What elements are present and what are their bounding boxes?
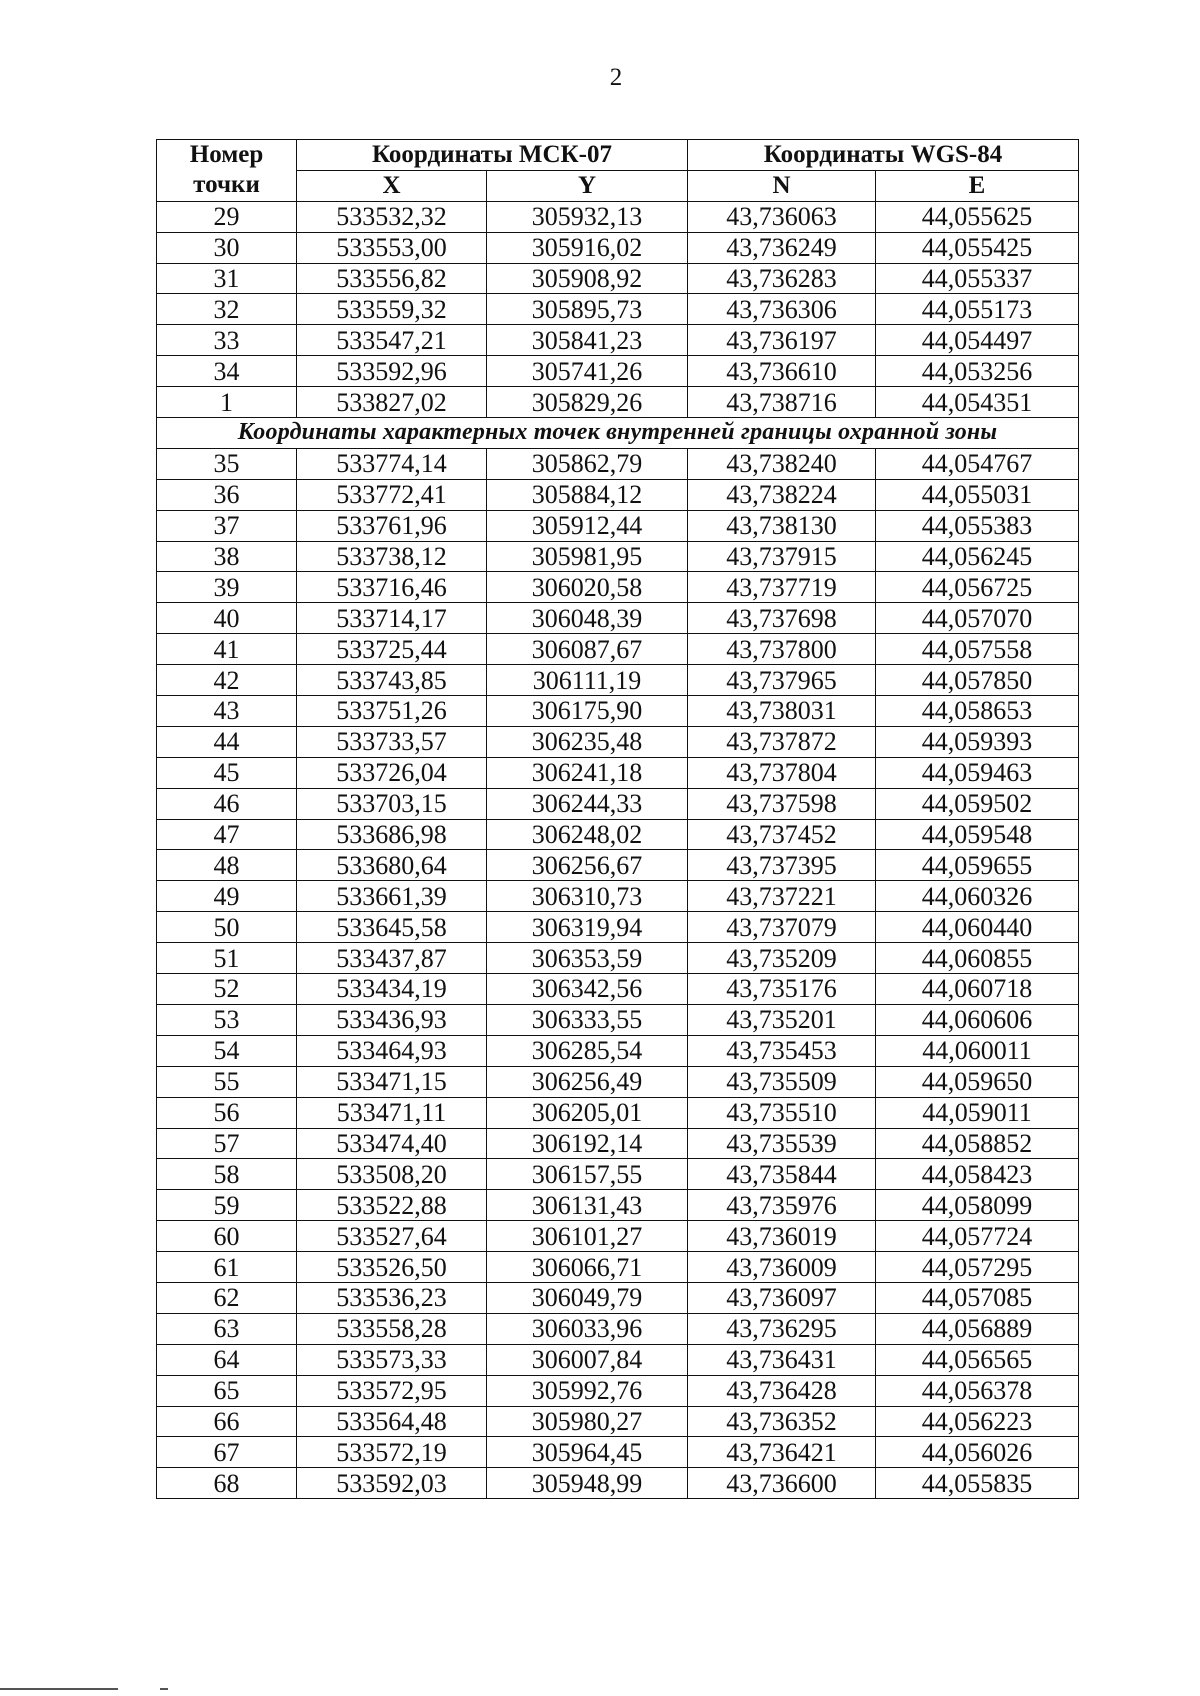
cell-point-number: 58 bbox=[157, 1159, 297, 1190]
cell-point-number: 68 bbox=[157, 1468, 297, 1499]
cell-n: 43,737804 bbox=[688, 757, 876, 788]
cell-e: 44,056026 bbox=[876, 1437, 1079, 1468]
table-row bbox=[157, 201, 1079, 232]
cell-n: 43,736431 bbox=[688, 1344, 876, 1375]
table-row bbox=[157, 819, 1079, 850]
cell-n: 43,738031 bbox=[688, 696, 876, 727]
cell-e: 44,060011 bbox=[876, 1035, 1079, 1066]
cell-y: 306033,96 bbox=[487, 1313, 688, 1344]
cell-x: 533573,33 bbox=[297, 1344, 487, 1375]
cell-point-number: 37 bbox=[157, 510, 297, 541]
cell-y: 305980,27 bbox=[487, 1406, 688, 1437]
cell-e: 44,060440 bbox=[876, 912, 1079, 943]
cell-n: 43,736610 bbox=[688, 356, 876, 387]
cell-x: 533508,20 bbox=[297, 1159, 487, 1190]
cell-e: 44,059548 bbox=[876, 819, 1079, 850]
cell-y: 306066,71 bbox=[487, 1252, 688, 1283]
cell-point-number: 29 bbox=[157, 201, 297, 232]
cell-e: 44,054767 bbox=[876, 448, 1079, 479]
cell-point-number: 44 bbox=[157, 726, 297, 757]
cell-point-number: 41 bbox=[157, 634, 297, 665]
cell-n: 43,736283 bbox=[688, 263, 876, 294]
cell-n: 43,736306 bbox=[688, 294, 876, 325]
cell-e: 44,056725 bbox=[876, 572, 1079, 603]
cell-point-number: 48 bbox=[157, 850, 297, 881]
cell-point-number: 31 bbox=[157, 263, 297, 294]
table-row bbox=[157, 1437, 1079, 1468]
cell-e: 44,056245 bbox=[876, 541, 1079, 572]
cell-x: 533661,39 bbox=[297, 881, 487, 912]
cell-x: 533743,85 bbox=[297, 665, 487, 696]
table-row bbox=[157, 850, 1079, 881]
table-row bbox=[157, 1159, 1079, 1190]
cell-point-number: 40 bbox=[157, 603, 297, 634]
table-row bbox=[157, 1190, 1079, 1221]
cell-y: 305916,02 bbox=[487, 232, 688, 263]
cell-x: 533536,23 bbox=[297, 1282, 487, 1313]
cell-x: 533474,40 bbox=[297, 1128, 487, 1159]
cell-e: 44,055031 bbox=[876, 479, 1079, 510]
cell-x: 533471,15 bbox=[297, 1066, 487, 1097]
cell-e: 44,059650 bbox=[876, 1066, 1079, 1097]
cell-e: 44,053256 bbox=[876, 356, 1079, 387]
cell-x: 533725,44 bbox=[297, 634, 487, 665]
cell-x: 533522,88 bbox=[297, 1190, 487, 1221]
cell-x: 533827,02 bbox=[297, 387, 487, 418]
cell-e: 44,054497 bbox=[876, 325, 1079, 356]
cell-e: 44,058099 bbox=[876, 1190, 1079, 1221]
cell-n: 43,735539 bbox=[688, 1128, 876, 1159]
scan-edge-marks bbox=[0, 1676, 1200, 1696]
cell-n: 43,736600 bbox=[688, 1468, 876, 1499]
header-wgs84-coordinates: Координаты WGS-84 bbox=[688, 140, 1079, 171]
cell-x: 533680,64 bbox=[297, 850, 487, 881]
cell-x: 533559,32 bbox=[297, 294, 487, 325]
table-row bbox=[157, 603, 1079, 634]
cell-n: 43,737872 bbox=[688, 726, 876, 757]
cell-x: 533686,98 bbox=[297, 819, 487, 850]
cell-point-number: 63 bbox=[157, 1313, 297, 1344]
table-row bbox=[157, 1468, 1079, 1499]
cell-point-number: 35 bbox=[157, 448, 297, 479]
cell-n: 43,737221 bbox=[688, 881, 876, 912]
cell-x: 533464,93 bbox=[297, 1035, 487, 1066]
cell-e: 44,056223 bbox=[876, 1406, 1079, 1437]
cell-y: 306048,39 bbox=[487, 603, 688, 634]
table-row bbox=[157, 1097, 1079, 1128]
cell-x: 533564,48 bbox=[297, 1406, 487, 1437]
cell-x: 533716,46 bbox=[297, 572, 487, 603]
table-row bbox=[157, 1221, 1079, 1252]
cell-y: 306087,67 bbox=[487, 634, 688, 665]
cell-x: 533774,14 bbox=[297, 448, 487, 479]
cell-point-number: 57 bbox=[157, 1128, 297, 1159]
cell-x: 533751,26 bbox=[297, 696, 487, 727]
header-e: E bbox=[876, 170, 1079, 201]
table-row bbox=[157, 943, 1079, 974]
cell-point-number: 32 bbox=[157, 294, 297, 325]
cell-y: 306244,33 bbox=[487, 788, 688, 819]
cell-n: 43,735510 bbox=[688, 1097, 876, 1128]
cell-n: 43,737800 bbox=[688, 634, 876, 665]
cell-point-number: 47 bbox=[157, 819, 297, 850]
cell-e: 44,056378 bbox=[876, 1375, 1079, 1406]
cell-y: 306235,48 bbox=[487, 726, 688, 757]
cell-y: 306248,02 bbox=[487, 819, 688, 850]
cell-e: 44,059655 bbox=[876, 850, 1079, 881]
cell-n: 43,737965 bbox=[688, 665, 876, 696]
cell-point-number: 38 bbox=[157, 541, 297, 572]
cell-x: 533645,58 bbox=[297, 912, 487, 943]
cell-e: 44,057070 bbox=[876, 603, 1079, 634]
cell-x: 533547,21 bbox=[297, 325, 487, 356]
cell-y: 306342,56 bbox=[487, 974, 688, 1005]
table-row bbox=[157, 912, 1079, 943]
table-row bbox=[157, 1375, 1079, 1406]
cell-y: 306241,18 bbox=[487, 757, 688, 788]
cell-y: 306131,43 bbox=[487, 1190, 688, 1221]
cell-e: 44,059393 bbox=[876, 726, 1079, 757]
cell-y: 305884,12 bbox=[487, 479, 688, 510]
cell-x: 533572,19 bbox=[297, 1437, 487, 1468]
cell-n: 43,737598 bbox=[688, 788, 876, 819]
cell-n: 43,737915 bbox=[688, 541, 876, 572]
cell-y: 305964,45 bbox=[487, 1437, 688, 1468]
cell-n: 43,736249 bbox=[688, 232, 876, 263]
table-row bbox=[157, 665, 1079, 696]
cell-y: 306020,58 bbox=[487, 572, 688, 603]
cell-e: 44,055425 bbox=[876, 232, 1079, 263]
cell-x: 533592,03 bbox=[297, 1468, 487, 1499]
cell-n: 43,736295 bbox=[688, 1313, 876, 1344]
cell-e: 44,058653 bbox=[876, 696, 1079, 727]
table-body-outer-boundary bbox=[157, 201, 1079, 417]
cell-x: 533733,57 bbox=[297, 726, 487, 757]
cell-x: 533592,96 bbox=[297, 356, 487, 387]
cell-y: 306205,01 bbox=[487, 1097, 688, 1128]
cell-x: 533556,82 bbox=[297, 263, 487, 294]
cell-point-number: 43 bbox=[157, 696, 297, 727]
table-row bbox=[157, 325, 1079, 356]
cell-y: 306175,90 bbox=[487, 696, 688, 727]
cell-y: 305841,23 bbox=[487, 325, 688, 356]
cell-point-number: 36 bbox=[157, 479, 297, 510]
table-row bbox=[157, 634, 1079, 665]
cell-e: 44,059502 bbox=[876, 788, 1079, 819]
cell-n: 43,736197 bbox=[688, 325, 876, 356]
cell-point-number: 61 bbox=[157, 1252, 297, 1283]
cell-point-number: 34 bbox=[157, 356, 297, 387]
table-row bbox=[157, 726, 1079, 757]
cell-x: 533726,04 bbox=[297, 757, 487, 788]
cell-n: 43,737698 bbox=[688, 603, 876, 634]
table-header bbox=[157, 140, 1079, 202]
table-row bbox=[157, 1344, 1079, 1375]
cell-point-number: 39 bbox=[157, 572, 297, 603]
cell-point-number: 54 bbox=[157, 1035, 297, 1066]
cell-n: 43,737719 bbox=[688, 572, 876, 603]
cell-y: 306101,27 bbox=[487, 1221, 688, 1252]
cell-e: 44,057724 bbox=[876, 1221, 1079, 1252]
cell-y: 305912,44 bbox=[487, 510, 688, 541]
cell-y: 306256,67 bbox=[487, 850, 688, 881]
table-row bbox=[157, 572, 1079, 603]
cell-point-number: 33 bbox=[157, 325, 297, 356]
cell-y: 305981,95 bbox=[487, 541, 688, 572]
table-row bbox=[157, 448, 1079, 479]
table-row bbox=[157, 1066, 1079, 1097]
cell-y: 305741,26 bbox=[487, 356, 688, 387]
cell-x: 533703,15 bbox=[297, 788, 487, 819]
cell-point-number: 60 bbox=[157, 1221, 297, 1252]
cell-point-number: 66 bbox=[157, 1406, 297, 1437]
header-msk07-coordinates: Координаты МСК-07 bbox=[297, 140, 688, 171]
cell-n: 43,735976 bbox=[688, 1190, 876, 1221]
cell-n: 43,738224 bbox=[688, 479, 876, 510]
table-row bbox=[157, 263, 1079, 294]
table-row bbox=[157, 788, 1079, 819]
cell-y: 306157,55 bbox=[487, 1159, 688, 1190]
cell-x: 533572,95 bbox=[297, 1375, 487, 1406]
cell-e: 44,055383 bbox=[876, 510, 1079, 541]
cell-e: 44,059011 bbox=[876, 1097, 1079, 1128]
cell-x: 533738,12 bbox=[297, 541, 487, 572]
cell-y: 306333,55 bbox=[487, 1004, 688, 1035]
cell-point-number: 30 bbox=[157, 232, 297, 263]
cell-y: 305992,76 bbox=[487, 1375, 688, 1406]
cell-x: 533553,00 bbox=[297, 232, 487, 263]
header-n: N bbox=[688, 170, 876, 201]
cell-y: 306111,19 bbox=[487, 665, 688, 696]
cell-y: 306310,73 bbox=[487, 881, 688, 912]
table-row bbox=[157, 356, 1079, 387]
cell-n: 43,736063 bbox=[688, 201, 876, 232]
cell-x: 533471,11 bbox=[297, 1097, 487, 1128]
cell-point-number: 50 bbox=[157, 912, 297, 943]
header-row-groups bbox=[157, 140, 1079, 171]
cell-y: 305829,26 bbox=[487, 387, 688, 418]
cell-point-number: 1 bbox=[157, 387, 297, 418]
cell-e: 44,057558 bbox=[876, 634, 1079, 665]
table-row bbox=[157, 1035, 1079, 1066]
cell-y: 306353,59 bbox=[487, 943, 688, 974]
cell-n: 43,738240 bbox=[688, 448, 876, 479]
cell-y: 306285,54 bbox=[487, 1035, 688, 1066]
cell-x: 533761,96 bbox=[297, 510, 487, 541]
cell-point-number: 64 bbox=[157, 1344, 297, 1375]
cell-n: 43,736352 bbox=[688, 1406, 876, 1437]
cell-y: 306007,84 bbox=[487, 1344, 688, 1375]
table-row bbox=[157, 541, 1079, 572]
header-point-number: Номер точки bbox=[157, 140, 297, 202]
table-row bbox=[157, 387, 1079, 418]
cell-e: 44,056889 bbox=[876, 1313, 1079, 1344]
page-number: 2 bbox=[609, 64, 623, 91]
cell-x: 533434,19 bbox=[297, 974, 487, 1005]
cell-n: 43,735209 bbox=[688, 943, 876, 974]
cell-n: 43,736428 bbox=[688, 1375, 876, 1406]
section-title-row bbox=[157, 418, 1079, 449]
table-row bbox=[157, 510, 1079, 541]
cell-e: 44,058423 bbox=[876, 1159, 1079, 1190]
table-row bbox=[157, 1313, 1079, 1344]
cell-e: 44,060606 bbox=[876, 1004, 1079, 1035]
cell-y: 306192,14 bbox=[487, 1128, 688, 1159]
cell-n: 43,736019 bbox=[688, 1221, 876, 1252]
cell-n: 43,736009 bbox=[688, 1252, 876, 1283]
table-section bbox=[157, 418, 1079, 449]
cell-x: 533437,87 bbox=[297, 943, 487, 974]
cell-point-number: 56 bbox=[157, 1097, 297, 1128]
cell-point-number: 51 bbox=[157, 943, 297, 974]
cell-e: 44,059463 bbox=[876, 757, 1079, 788]
cell-n: 43,737395 bbox=[688, 850, 876, 881]
cell-n: 43,735453 bbox=[688, 1035, 876, 1066]
cell-point-number: 62 bbox=[157, 1282, 297, 1313]
cell-n: 43,736097 bbox=[688, 1282, 876, 1313]
cell-n: 43,738130 bbox=[688, 510, 876, 541]
cell-e: 44,055173 bbox=[876, 294, 1079, 325]
cell-n: 43,735509 bbox=[688, 1066, 876, 1097]
cell-e: 44,058852 bbox=[876, 1128, 1079, 1159]
cell-point-number: 53 bbox=[157, 1004, 297, 1035]
cell-point-number: 49 bbox=[157, 881, 297, 912]
cell-y: 306256,49 bbox=[487, 1066, 688, 1097]
cell-e: 44,055337 bbox=[876, 263, 1079, 294]
cell-e: 44,054351 bbox=[876, 387, 1079, 418]
cell-point-number: 55 bbox=[157, 1066, 297, 1097]
table-row bbox=[157, 757, 1079, 788]
cell-e: 44,060718 bbox=[876, 974, 1079, 1005]
cell-e: 44,055835 bbox=[876, 1468, 1079, 1499]
cell-x: 533526,50 bbox=[297, 1252, 487, 1283]
table-row bbox=[157, 1004, 1079, 1035]
cell-n: 43,737452 bbox=[688, 819, 876, 850]
cell-y: 305932,13 bbox=[487, 201, 688, 232]
table-row bbox=[157, 974, 1079, 1005]
scan-edge-dot bbox=[160, 1688, 168, 1690]
cell-point-number: 45 bbox=[157, 757, 297, 788]
cell-e: 44,057085 bbox=[876, 1282, 1079, 1313]
cell-x: 533532,32 bbox=[297, 201, 487, 232]
header-x: X bbox=[297, 170, 487, 201]
cell-n: 43,735201 bbox=[688, 1004, 876, 1035]
cell-y: 305908,92 bbox=[487, 263, 688, 294]
cell-x: 533436,93 bbox=[297, 1004, 487, 1035]
table-row bbox=[157, 696, 1079, 727]
cell-e: 44,057295 bbox=[876, 1252, 1079, 1283]
cell-e: 44,060326 bbox=[876, 881, 1079, 912]
cell-n: 43,738716 bbox=[688, 387, 876, 418]
table-row bbox=[157, 294, 1079, 325]
cell-e: 44,055625 bbox=[876, 201, 1079, 232]
cell-point-number: 42 bbox=[157, 665, 297, 696]
cell-point-number: 67 bbox=[157, 1437, 297, 1468]
cell-point-number: 52 bbox=[157, 974, 297, 1005]
cell-y: 305948,99 bbox=[487, 1468, 688, 1499]
cell-x: 533527,64 bbox=[297, 1221, 487, 1252]
cell-point-number: 46 bbox=[157, 788, 297, 819]
cell-e: 44,057850 bbox=[876, 665, 1079, 696]
cell-n: 43,735844 bbox=[688, 1159, 876, 1190]
cell-n: 43,737079 bbox=[688, 912, 876, 943]
table-row bbox=[157, 232, 1079, 263]
header-y: Y bbox=[487, 170, 688, 201]
cell-y: 306319,94 bbox=[487, 912, 688, 943]
cell-y: 305862,79 bbox=[487, 448, 688, 479]
coordinates-table bbox=[156, 139, 1079, 1499]
cell-point-number: 65 bbox=[157, 1375, 297, 1406]
cell-x: 533558,28 bbox=[297, 1313, 487, 1344]
cell-x: 533772,41 bbox=[297, 479, 487, 510]
cell-y: 305895,73 bbox=[487, 294, 688, 325]
cell-n: 43,736421 bbox=[688, 1437, 876, 1468]
cell-point-number: 59 bbox=[157, 1190, 297, 1221]
table-row bbox=[157, 1406, 1079, 1437]
table-body-inner-boundary bbox=[157, 448, 1079, 1498]
table-row bbox=[157, 881, 1079, 912]
cell-e: 44,056565 bbox=[876, 1344, 1079, 1375]
table-row bbox=[157, 1252, 1079, 1283]
table-row bbox=[157, 479, 1079, 510]
section-title: Координаты характерных точек внутренней границы охранной зоны bbox=[157, 418, 1079, 449]
scan-edge-line bbox=[0, 1688, 118, 1690]
table-row bbox=[157, 1282, 1079, 1313]
cell-e: 44,060855 bbox=[876, 943, 1079, 974]
table-row bbox=[157, 1128, 1079, 1159]
cell-y: 306049,79 bbox=[487, 1282, 688, 1313]
cell-x: 533714,17 bbox=[297, 603, 487, 634]
cell-n: 43,735176 bbox=[688, 974, 876, 1005]
